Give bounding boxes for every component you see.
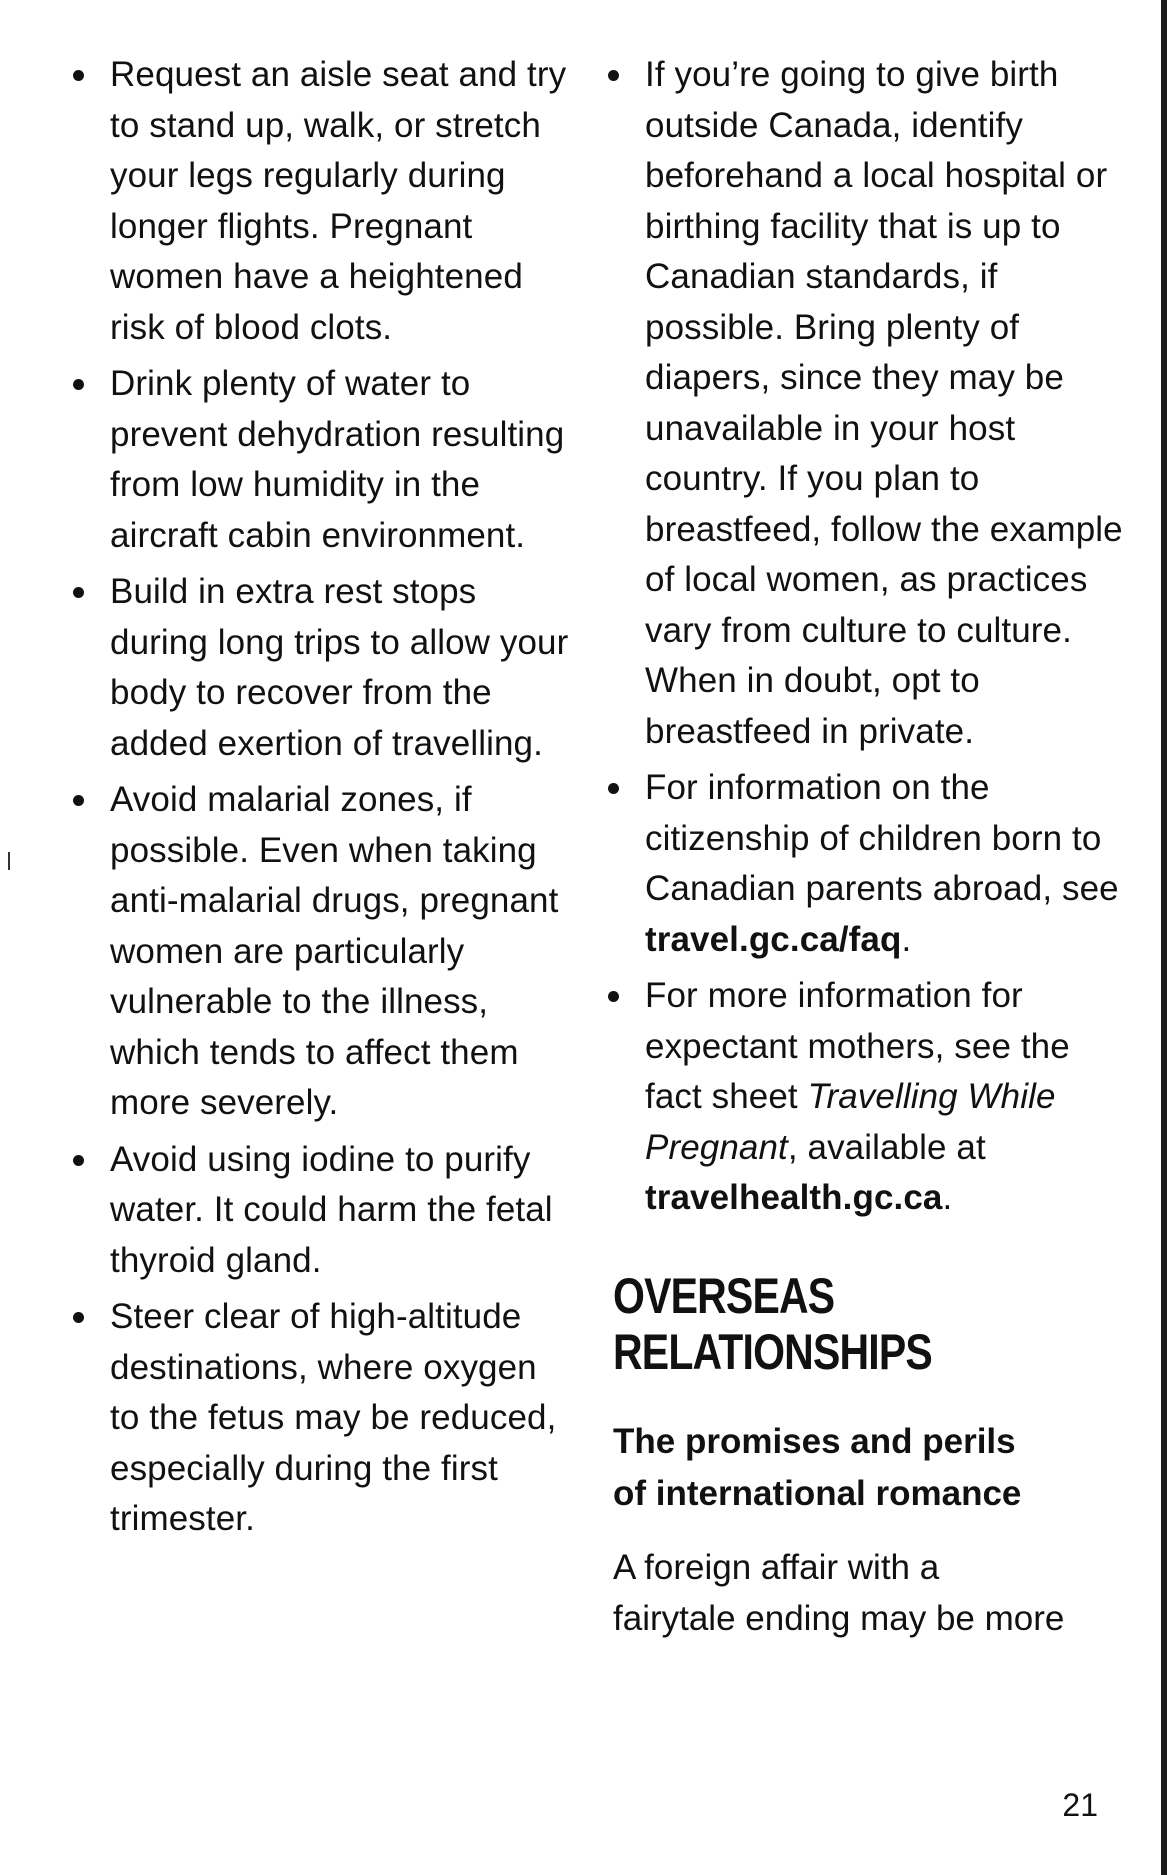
section-subheading [613, 1416, 1125, 1520]
subheading-line: The promises and perils [613, 1421, 1016, 1461]
right-column [605, 50, 1125, 1644]
travelhealth-link[interactable]: travelhealth.gc.ca [645, 1178, 943, 1217]
list-item [605, 971, 1125, 1224]
section-title [613, 1268, 1033, 1380]
birth-info-list [605, 50, 1125, 1224]
list-item: Drink plenty of water to prevent dehydration resulting from low humidity in the aircraft cabin environment. [70, 359, 570, 561]
scan-mark [8, 852, 10, 870]
list-item [605, 763, 1125, 965]
travel-tips-list [70, 50, 570, 1545]
section-body-text [613, 1542, 1125, 1644]
list-item: Avoid using iodine to purify water. It could harm the fetal thyroid gland. [70, 1135, 570, 1287]
page-number: 21 [1062, 1787, 1098, 1823]
list-item: Steer clear of high-altitude destinations, where oxygen to the fetus may be reduced, especially during the first trimester. [70, 1292, 570, 1545]
list-item: Request an aisle seat and try to stand up, walk, or stretch your legs regularly during longer flights. Pregnant women have a heightened risk of blood clots. [70, 50, 570, 353]
bullet-text-middle: , available at [787, 1127, 986, 1167]
section-title-line: RELATIONSHIPS [613, 1323, 932, 1380]
bullet-text: For more information for expectant mothers, see the fact sheet [645, 976, 1070, 1116]
fact-sheet-title: Travelling While Pregnant [645, 1077, 1056, 1167]
section-title-line: OVERSEAS [613, 1267, 835, 1324]
faq-link[interactable]: travel.gc.ca/faq [645, 919, 902, 959]
subheading-line: of international romance [613, 1473, 1022, 1513]
list-item: If you’re going to give birth outside Canada, identify beforehand a local hospital or birthing facility that is up to Canadian standards, if possible. Bring plenty of diapers, since they may be unavailable in your host country. If you plan to breastfeed, follow the example of local women, as practices vary from culture to culture. When in doubt, opt to breastfeed in private. [605, 50, 1125, 757]
bullet-text-end: . [901, 919, 912, 959]
body-line: fairytale ending may be more [613, 1598, 1065, 1638]
body-line: A foreign affair with a [613, 1547, 940, 1587]
list-item: Build in extra rest stops during long trips to allow your body to recover from the added exertion of travelling. [70, 567, 570, 769]
page-edge-divider [1161, 0, 1167, 1875]
bullet-text-end: . [942, 1178, 953, 1217]
bullet-text: For information on the citizenship of children born to Canadian parents abroad, see [645, 768, 1119, 908]
left-column [70, 50, 570, 1551]
list-item: Avoid malarial zones, if possible. Even when taking anti-malarial drugs, pregnant women are particularly vulnerable to the illness, which tends to affect them more severely. [70, 775, 570, 1129]
